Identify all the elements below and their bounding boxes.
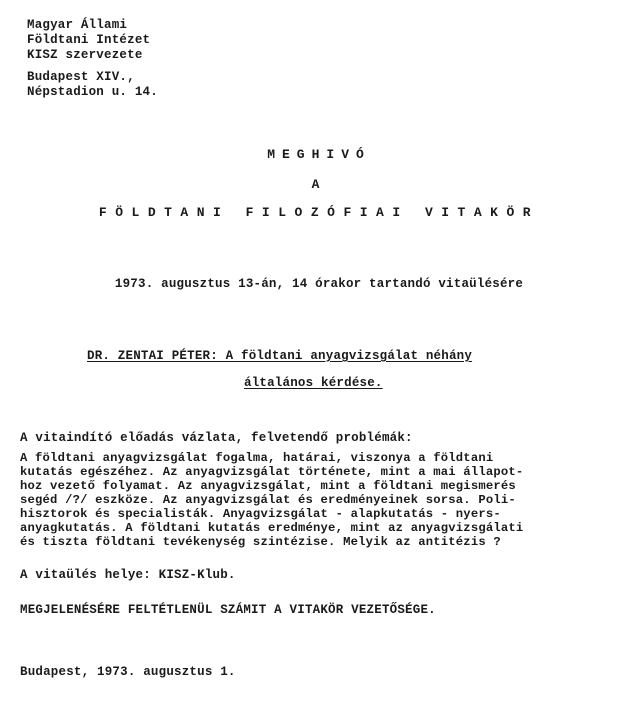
outline-intro: A vitaindító előadás vázlata, felvetendő problémák: [20,431,413,445]
title-conjunction: A [311,177,327,192]
outline-line: hisztorok és specialisták. Anyagvizsgálat - alapkutatás - nyers- [20,507,501,521]
outline-line: kutatás egészéhez. Az anyagvizsgálat története, mint a mai állapot- [20,465,524,479]
topic-line-2: általános kérdése. [244,376,383,390]
outline-line: segéd /?/ eszköze. Az anyagvizsgálat és eredményeinek sorsa. Poli- [20,493,516,507]
outline-line: anyagkutatás. A földtani kutatás eredménye, mint az anyagvizsgálati [20,521,524,535]
outline-line: hoz vezető folyamat. Az anyagvizsgálat, mint a földtani megismerés [20,479,516,493]
outline-line: A földtani anyagvizsgálat fogalma, határai, viszonya a földtani [20,451,494,465]
topic-line-1: DR. ZENTAI PÉTER: A földtani anyagvizsgálat néhány [87,349,473,363]
sender-line-organization: KISZ szervezete [27,48,143,62]
signoff-line: Budapest, 1973. augusztus 1. [20,665,236,679]
sender-line-city: Budapest XIV., [27,70,135,84]
sender-line-institute-2: Földtani Intézet [27,33,151,47]
sender-line-institute: Magyar Állami [27,18,128,32]
sender-line-street: Népstadion u. 14. [27,85,158,99]
venue-line: A vitaülés helye: KISZ-Klub. [20,568,236,582]
event-date: 1973. augusztus 13-án, 14 órakor tartandó vitaülésére [114,277,524,291]
outline-line: és tiszta földtani tevékenység szintézise. Melyik az antitézis ? [20,535,501,549]
document-title: MEGHIVÓ [267,147,371,162]
club-name: FÖLDTANI FILOZÓFIAI VITAKÖR [98,205,540,220]
closing-line: MEGJELENÉSÉRE FELTÉTLENÜL SZÁMIT A VITAKÖR VEZETŐSÉGE. [20,603,436,617]
